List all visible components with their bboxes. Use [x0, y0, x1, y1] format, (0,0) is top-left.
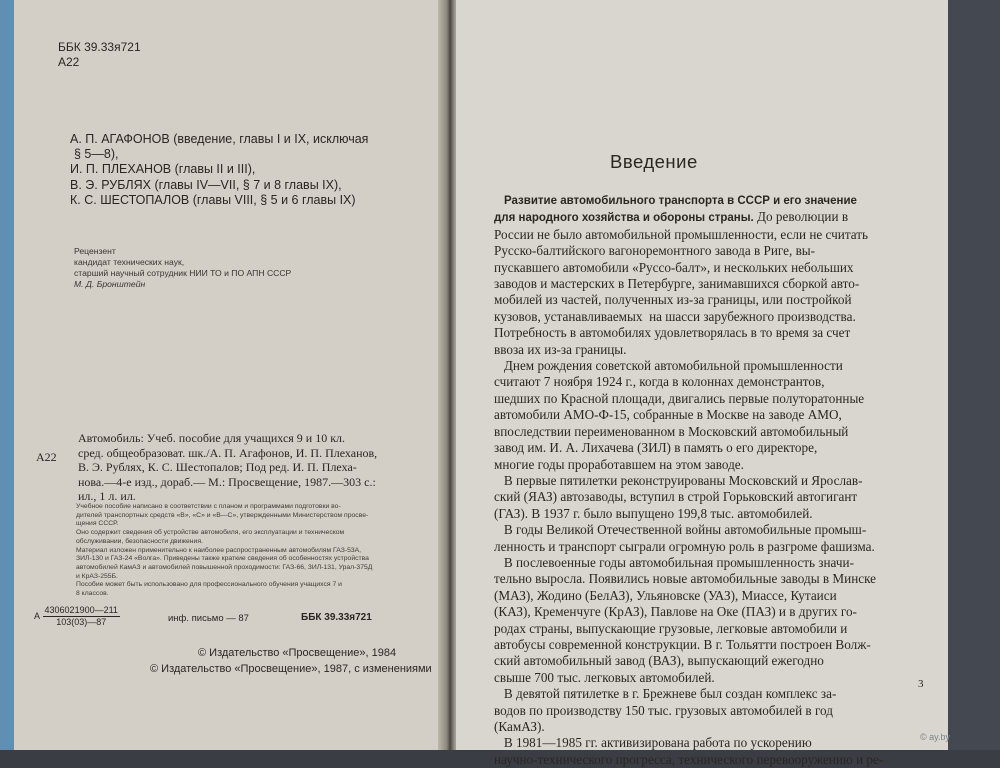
body-line: Днем рождения советской автомобильной промышленности — [494, 358, 843, 374]
body-line: ленность и транспорт сыграли огромную роль в разгроме фашизма. — [494, 538, 875, 554]
body-line: кузовов, устанавливаемых на шасси зарубежного производства. — [494, 308, 856, 324]
reviewer-block — [74, 246, 291, 290]
code-numerator: 4306021900—211 — [44, 605, 118, 615]
chapter-heading: Введение — [610, 151, 698, 172]
body-line: многие годы проработавшем на этом заводе. — [494, 456, 744, 472]
body-line: ский автомобильный завод (ВАЗ), выпускающий ежегодно — [494, 653, 824, 669]
small-line: щения СССР. — [76, 520, 119, 528]
body-line: свыше 700 тыс. легковых автомобилей. — [494, 669, 715, 685]
body-line: Русско-балтийского вагоноремонтного завода в Риге, вы- — [494, 243, 816, 259]
body-line: ввоза их из-за границы. — [494, 341, 627, 357]
small-line: Учебное пособие написано в соответствии с планом и программами подготовки во- — [76, 503, 341, 510]
body-line: заводов и мастерских в Петербурге, занимавшихся сборкой авто- — [494, 276, 860, 292]
small-line: Пособие может быть использовано для профессионального обучения учащихся 7 и — [76, 581, 342, 589]
copyright-line: © Издательство «Просвещение», 1984 — [198, 647, 397, 659]
author-line: К. С. ШЕСТОПАЛОВ (главы VIII, § 5 и 6 главы IX) — [70, 192, 356, 207]
body-line: научно-технического прогресса, технического перевооружению и ре- — [494, 751, 884, 767]
copyright-line: © Издательство «Просвещение», 1987, с изменениями — [150, 663, 432, 675]
annotation-line: Автомобиль: Учеб. пособие для учащихся 9 и 10 кл. — [78, 431, 346, 445]
body-line: В первые пятилетки реконструированы Московский и Ярослав- — [494, 472, 863, 488]
body-line: завод им. И. А. Лихачева (ЗИЛ) в память о его директоре, — [494, 440, 818, 456]
authors-list — [70, 132, 368, 208]
author-line: В. Э. РУБЛЯХ (главы IV—VII, § 7 и 8 главы IX), — [70, 177, 342, 192]
body-lines — [494, 227, 883, 768]
body-line: В послевоенные годы автомобильная промышленность значи- — [494, 554, 854, 570]
body-line: пускавшего автомобили «Руссо-балт», и нескольких небольших — [494, 259, 854, 275]
author-line: А. П. АГАФОНОВ (введение, главы I и IX, исключая — [70, 132, 369, 146]
reviewer-line: старший научный сотрудник НИИ ТО и ПО АПН СССР — [74, 268, 292, 278]
body-line: шедших по Красной площади, двигались первые полуторатонные — [494, 390, 865, 406]
small-line: ЗИЛ-130 и ГАЗ-24 «Волга». Приведены также краткие сведения об особенностях устройства — [76, 555, 369, 563]
body-line: России не было автомобильной промышленности, если не считать — [494, 226, 869, 242]
code-fraction — [43, 605, 120, 628]
lead-rest: До революции в — [753, 209, 849, 225]
bbk-code: ББК 39.33я721 — [58, 40, 141, 54]
small-line: автомобилей КамАЗ и автомобилей повышенной проходимости: ГАЗ-66, ЗИЛ-131, Урал-375Д — [76, 563, 373, 571]
body-line: (ГАЗ). В 1937 г. было выпущено 199,8 тыс. автомобилей. — [494, 505, 813, 521]
body-line: (КамАЗ). — [494, 719, 545, 734]
body-line: тельно выросла. Появились новые автомобильные заводы в Минске — [494, 571, 877, 587]
watermark: © ay.by — [920, 732, 950, 742]
background-edge — [948, 0, 1000, 750]
body-line: ский (ЯАЗ) автозаводы, вступил в строй Горьковский автогигант — [494, 489, 858, 505]
summary-small-text — [76, 503, 431, 599]
body-line: родах страны, выпускающие грузовые, легковые автомобили и — [494, 620, 848, 636]
annotation-line: нова.—4-е изд., дораб.— М.: Просвещение, 1987.—303 с.: — [78, 474, 376, 489]
author-line: И. П. ПЛЕХАНОВ (главы II и III), — [70, 162, 256, 177]
body-line: (КАЗ), Кременчуге (КрАЗ), Павлове на Оке (ПАЗ) и в других го- — [494, 604, 857, 620]
small-line: и КрАЗ-255Б. — [76, 572, 118, 580]
copyright-block — [150, 645, 432, 677]
code-letter: А — [34, 610, 41, 621]
author-line: § 5—8), — [74, 147, 119, 162]
body-line: В девятой пятилетке в г. Брежневе был создан комплекс за- — [494, 686, 837, 702]
small-line: обслуживании, безопасности движения. — [76, 537, 203, 545]
body-line: В 1981—1985 гг. активизирована работа по ускорению — [494, 735, 812, 751]
annotation-line: сред. общеобразоват. шк./А. П. Агафонов, И. П. Плеханов, — [78, 445, 378, 460]
catalog-code — [34, 605, 120, 628]
annotation-line: В. Э. Рублях, К. С. Шестопалов; Под ред. И. П. Плеха- — [78, 460, 357, 475]
lead-bold: для народного хозяйства и обороны страны. — [494, 212, 754, 225]
reviewer-line: кандидат технических наук, — [74, 257, 185, 267]
code-denominator: 103(03)—87 — [56, 617, 107, 627]
annotation-line: ил., 1 л. ил. — [78, 489, 136, 504]
bbk-block — [58, 40, 141, 70]
small-line: Оно содержит сведения об устройстве автомобиля, его эксплуатации и техническом — [76, 529, 345, 537]
body-text — [494, 192, 883, 768]
inf-letter: инф. письмо — 87 — [168, 613, 249, 624]
reviewer-line: Рецензент — [74, 246, 116, 256]
annotation-block — [78, 431, 433, 504]
body-line: Потребность в автомобилях удовлетворялась в то время за счет — [494, 325, 851, 341]
lead-line — [494, 209, 883, 226]
body-line: водов по производству 150 тыс. грузовых автомобилей в год — [494, 702, 833, 718]
body-line: В годы Великой Отечественной войны автомобильные промыш- — [494, 522, 867, 538]
reviewer-name: М. Д. Бронштейн — [74, 279, 146, 289]
bbk-bottom: ББК 39.33я721 — [301, 612, 372, 623]
bbk-index: А22 — [58, 55, 80, 69]
body-line: автомобили АМО-Ф-15, собранные в Москве на заводе АМО, — [494, 407, 842, 423]
page-number: 3 — [918, 678, 924, 690]
annotation-index: А22 — [36, 450, 57, 464]
body-line: впоследствии переименованном в Московский автомобильный — [494, 423, 849, 439]
body-line: автобусы современной конструкции. В г. Тольятти построен Волж- — [494, 636, 871, 652]
body-line: мобилей из частей, полученных из-за границы, или постройкой — [494, 292, 852, 308]
lead-line — [494, 192, 883, 209]
left-page — [14, 0, 445, 750]
lead-bold: Развитие автомобильного транспорта в СССР и его значение — [504, 195, 857, 207]
body-line: (МАЗ), Жодино (БелАЗ), Ульяновске (УАЗ), Миассе, Кутаиси — [494, 587, 837, 603]
small-line: дителей транспортных средств «В», «С» и «В—С», утвержденными Министерством просве- — [76, 511, 369, 519]
body-line: считают 7 ноября 1924 г., когда в колоннах демонстрантов, — [494, 374, 825, 390]
small-line: 8 классов. — [76, 590, 109, 598]
small-line: Материал изложен применительно к наиболее распространенным автомобилям ГАЗ-53А, — [76, 546, 362, 554]
